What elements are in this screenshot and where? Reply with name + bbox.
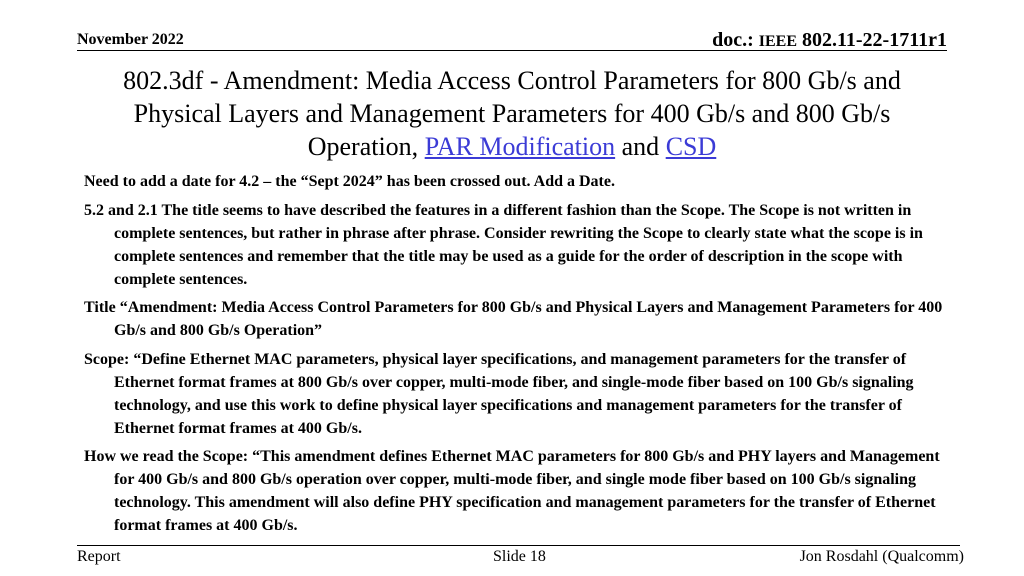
comment-date: Need to add a date for 4.2 – the “Sept 2024” has been crossed out. Add a Date. [84, 173, 615, 190]
doc-number: 802.11-22-1711r1 [802, 29, 947, 51]
comment-title-scope: 5.2 and 2.1 The title seems to have described the features in a different fashion than the Scope. The Scope is not written in complete sentences, but rather in phrase after phrase. Consider rewriting the Scope to clearly state what the scope is in complete sentences and remember that the title may be used as a guide for the order of description in the scope with complete sentences. [84, 201, 923, 288]
par-modification-link[interactable]: PAR Modification [424, 132, 616, 161]
slide-title [100, 64, 924, 163]
csd-link[interactable]: CSD [665, 132, 717, 161]
slide-number: Slide 18 [493, 548, 546, 565]
doc-org: IEEE [758, 33, 797, 50]
title-conjunction: and [621, 132, 660, 161]
header-date: November 2022 [77, 31, 184, 48]
header-divider [77, 50, 947, 51]
footer-divider [77, 545, 960, 546]
doc-prefix: doc.: [712, 29, 754, 51]
quoted-title: Title “Amendment: Media Access Control Parameters for 800 Gb/s and Physical Layers and Management Parameters for 400 Gb/s and 800 Gb/s Operation” [84, 299, 943, 339]
footer-label: Report [77, 548, 121, 565]
header-doc-id [712, 29, 947, 52]
quoted-scope: Scope: “Define Ethernet MAC parameters, physical layer specifications, and management parameters for the transfer of Ethernet format frames at 800 Gb/s over copper, multi-mode fiber, and single-mode fiber based on 100 Gb/s signaling technology, and use this work to define physical layer specifications and management parameters for the transfer of Ethernet format frames at 400 Gb/s. [84, 350, 914, 437]
footer-author: Jon Rosdahl (Qualcomm) [799, 548, 964, 565]
title-text: 802.3df - Amendment: Media Access Control Parameters for 800 Gb/s and Physical Layers and Management Parameters for 400 Gb/s and 800 Gb/s Operation, [123, 66, 901, 161]
slide-body [84, 170, 944, 543]
scope-interpretation: How we read the Scope: “This amendment defines Ethernet MAC parameters for 800 Gb/s and PHY layers and Management for 400 Gb/s and 800 Gb/s operation over copper, multi-mode fiber, and single mode fiber based on 100 Gb/s signaling technology. This amendment will also define PHY specification and management parameters for the transfer of Ethernet format frames at 400 Gb/s. [84, 448, 940, 534]
